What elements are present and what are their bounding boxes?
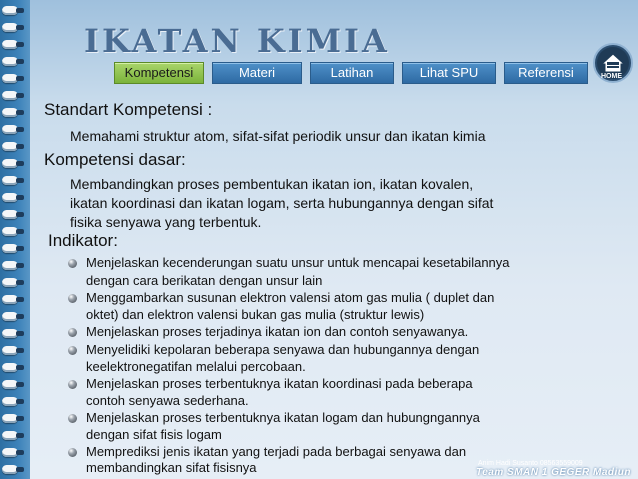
bullet-icon — [68, 294, 77, 303]
bullet-icon — [68, 448, 77, 457]
standar-heading: Standart Kompetensi : — [44, 100, 213, 119]
tab-kompetensi[interactable]: Kompetensi — [114, 62, 204, 84]
indikator-item-line: Menjelaskan proses terbentuknya ikatan logam dan hubungngannya — [86, 410, 480, 425]
binding-ring — [2, 193, 18, 202]
binding-ring — [2, 278, 18, 287]
binding-ring — [2, 108, 18, 117]
tab-latihan[interactable]: Latihan — [310, 62, 394, 84]
binding-ring — [2, 176, 18, 185]
binding-ring — [2, 57, 18, 66]
binding-ring — [2, 397, 18, 406]
indikator-item-line: Menjelaskan kecenderungan suatu unsur untuk mencapai kesetabilannya — [86, 255, 510, 270]
tab-referensi[interactable]: Referensi — [504, 62, 588, 84]
footer-author: Anim Hadi Susanto 08563559009 — [478, 460, 583, 467]
binding-ring — [2, 227, 18, 236]
bullet-icon — [68, 380, 77, 389]
bullet-icon — [68, 414, 77, 423]
indikator-item-line: dengan cara berikatan dengan unsur lain — [86, 273, 323, 288]
indikator-item-line: Menggambarkan susunan elektron valensi atom gas mulia ( duplet dan — [86, 290, 495, 305]
binding-ring — [2, 142, 18, 151]
indikator-item-line: Menjelaskan proses terbentuknya ikatan koordinasi pada beberapa — [86, 376, 473, 391]
binding-ring — [2, 295, 18, 304]
binding-ring — [2, 40, 18, 49]
slide-title: IKATAN KIMIA — [84, 22, 390, 60]
kompetensi-dasar-line: Membandingkan proses pembentukan ikatan ion, ikatan kovalen, — [70, 176, 474, 192]
binding-ring — [2, 244, 18, 253]
standar-text: Memahami struktur atom, sifat-sifat periodik unsur dan ikatan kimia — [70, 128, 486, 144]
binding-ring — [2, 431, 18, 440]
binding-ring — [2, 91, 18, 100]
indikator-item-line: Menjelaskan proses terjadinya ikatan ion dan contoh senyawanya. — [86, 324, 469, 339]
kompetensi-dasar-heading: Kompetensi dasar: — [44, 150, 186, 169]
binding-ring — [2, 346, 18, 355]
binding-ring — [2, 74, 18, 83]
indikator-item-line: dengan sifat fisis logam — [86, 427, 222, 442]
binding-ring — [2, 363, 18, 372]
tab-materi[interactable]: Materi — [212, 62, 302, 84]
bullet-icon — [68, 259, 77, 268]
kompetensi-dasar-line: ikatan koordinasi dan ikatan logam, serta hubungannya dengan sifat — [70, 195, 494, 211]
home-label: HOME — [601, 73, 622, 80]
binding-ring — [2, 125, 18, 134]
indikator-item-line: contoh senyawa sederhana. — [86, 393, 249, 408]
footer-team: Team SMAN 1 GEGER Madiun — [476, 467, 631, 478]
binding-ring — [2, 6, 18, 15]
binding-ring — [2, 210, 18, 219]
binding-ring — [2, 261, 18, 270]
binding-ring — [2, 329, 18, 338]
bullet-icon — [68, 328, 77, 337]
bullet-icon — [68, 346, 77, 355]
binding-ring — [2, 312, 18, 321]
indikator-item-line: Memprediksi jenis ikatan yang terjadi pada berbagai senyawa dan — [86, 444, 467, 459]
binding-ring — [2, 23, 18, 32]
indikator-item-line: Menyelidiki kepolaran beberapa senyawa dan hubungannya dengan — [86, 342, 480, 357]
indikator-item-line: oktet) dan elektron valensi bukan gas mulia (struktur lewis) — [86, 307, 425, 322]
binding-ring — [2, 448, 18, 457]
indikator-item-line: membandingkan sifat fisisnya — [86, 460, 257, 475]
binding-ring — [2, 159, 18, 168]
indikator-heading: Indikator: — [48, 231, 118, 250]
binding-ring — [2, 380, 18, 389]
tab-lihat-spu[interactable]: Lihat SPU — [402, 62, 496, 84]
binding-ring — [2, 465, 18, 474]
indikator-item-line: keelektronegatifan melalui percobaan. — [86, 359, 306, 374]
spiral-binding — [0, 0, 30, 479]
binding-ring — [2, 414, 18, 423]
kompetensi-dasar-line: fisika senyawa yang terbentuk. — [70, 214, 262, 230]
